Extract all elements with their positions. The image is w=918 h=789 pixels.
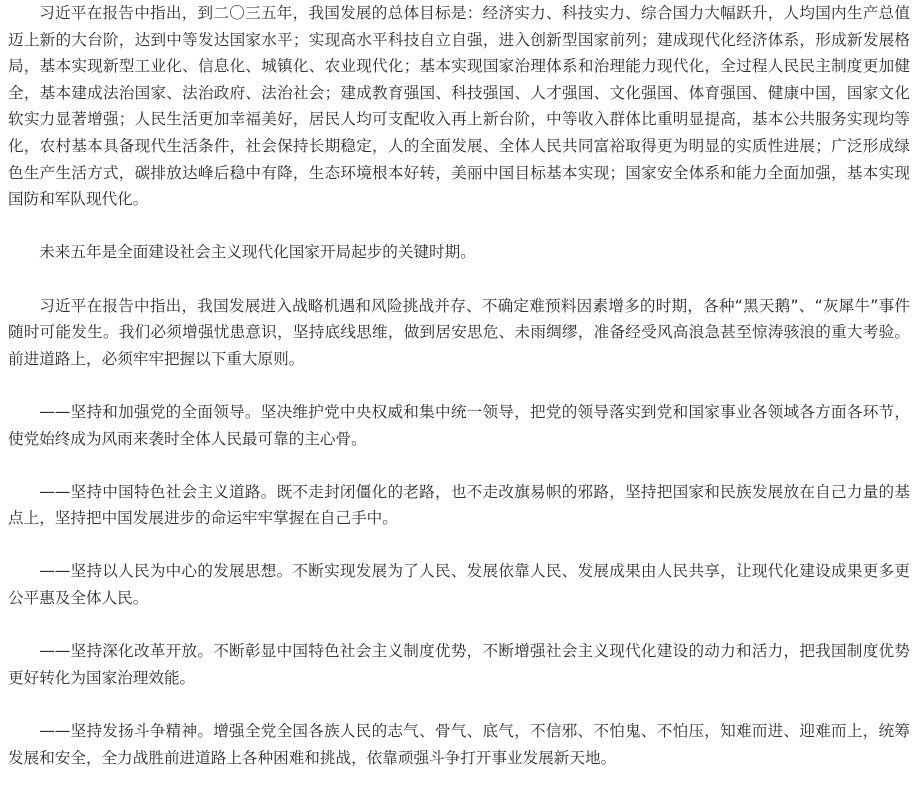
paragraph-principle-people-centered: ——坚持以人民为中心的发展思想。不断实现发展为了人民、发展依靠人民、发展成果由人民共享，让现代化建设成果更多更公平惠及全体人民。 [8, 562, 910, 608]
article-body [8, 0, 910, 771]
paragraph-principle-socialist-road: ——坚持中国特色社会主义道路。既不走封闭僵化的老路，也不走改旗易帜的邪路，坚持把国家和民族发展放在自己力量的基点上，坚持把中国发展进步的命运牢牢掌握在自己手中。 [8, 482, 910, 528]
paragraph-2035-goals: 习近平在报告中指出，到二〇三五年，我国发展的总体目标是：经济实力、科技实力、综合国力大幅跃升，人均国内生产总值迈上新的大台阶，达到中等发达国家水平；实现高水平科技自立自强，进入创新型国家前列；建成现代化经济体系，形成新发展格局，基本实现新型工业化、信息化、城镇化、农业现代化；基本实现国家治理体系和治理能力现代化，全过程人民民主制度更加健全，基本建成法治国家、法治政府、法治社会；建成教育强国、科技强国、人才强国、文化强国、体育强国、健康中国，国家文化软实力显著增强；人民生活更加幸福美好，居民人均可支配收入再上新台阶，中等收入群体比重明显提高，基本公共服务实现均等化，农村基本具备现代生活条件，社会保持长期稳定，人的全面发展、全体人民共同富裕取得更为明显的实质性进展；广泛形成绿色生产生活方式，碳排放达峰后稳中有降，生态环境根本好转，美丽中国目标基本实现；国家安全体系和能力全面加强，基本实现国防和军队现代化。 [8, 4, 910, 209]
paragraph-next-five-years: 未来五年是全面建设社会主义现代化国家开局起步的关键时期。 [39, 243, 476, 262]
paragraph-principle-party-leadership: ——坚持和加强党的全面领导。坚决维护党中央权威和集中统一领导，把党的领导落实到党和国家事业各领域各方面各环节，使党始终成为风雨来袭时全体人民最可靠的主心骨。 [8, 402, 910, 448]
paragraph-major-principles: 习近平在报告中指出，我国发展进入战略机遇和风险挑战并存、不确定难预料因素增多的时期，各种“黑天鹅”、“灰犀牛”事件随时可能发生。我们必须增强忧患意识，坚持底线思维，做到居安思危、未雨绸缪，准备经受风高浪急甚至惊涛骇浪的重大考验。前进道路上，必须牢牢把握以下重大原则。 [8, 296, 910, 368]
paragraph-principle-reform-opening: ——坚持深化改革开放。不断彰显中国特色社会主义制度优势，不断增强社会主义现代化建设的动力和活力，把我国制度优势更好转化为国家治理效能。 [8, 642, 910, 687]
paragraph-principle-fighting-spirit: ——坚持发扬斗争精神。增强全党全国各族人民的志气、骨气、底气，不信邪、不怕鬼、不怕压，知难而进、迎难而上，统筹发展和安全，全力战胜前进道路上各种困难和挑战，依靠顽强斗争打开事业发展新天地。 [8, 722, 910, 767]
